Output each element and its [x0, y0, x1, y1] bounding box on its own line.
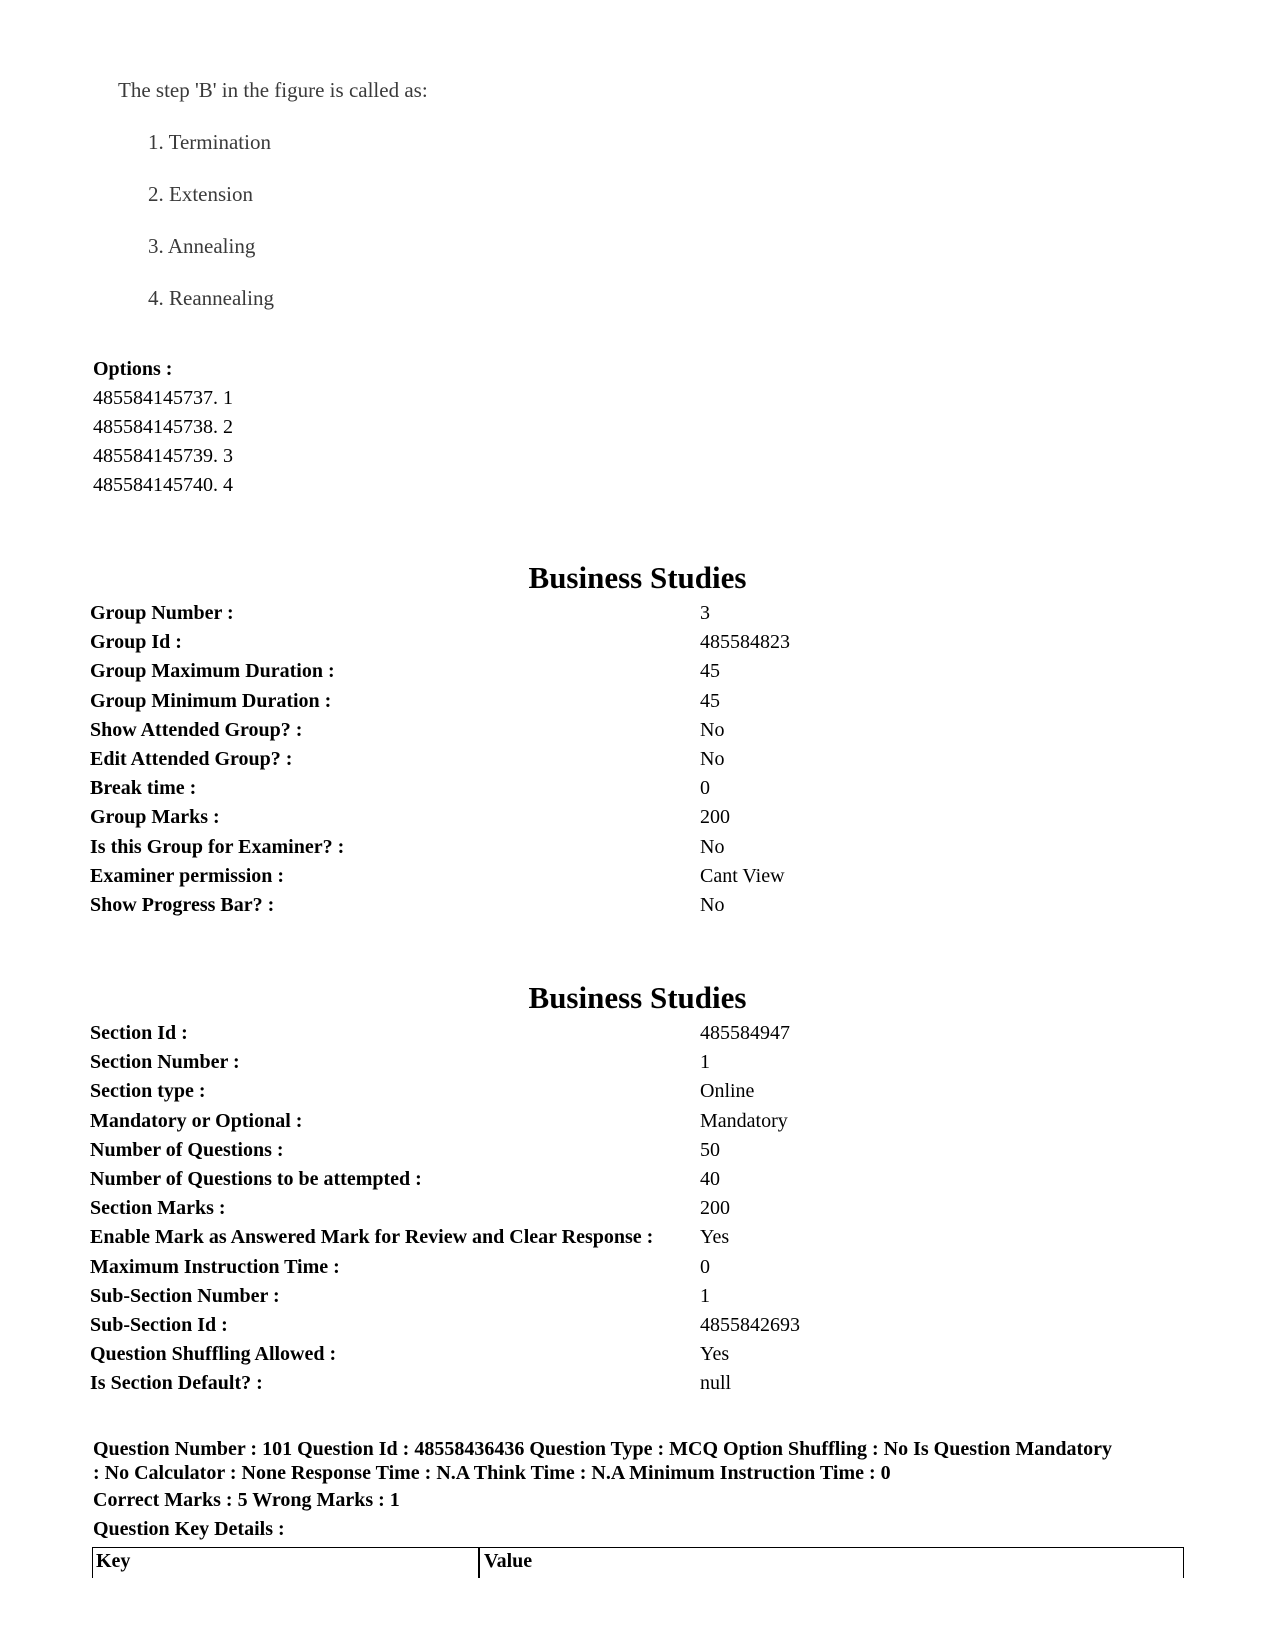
- row-value: 3: [700, 602, 710, 624]
- row-key: Question Shuffling Allowed :: [90, 1343, 337, 1366]
- row-key: Section type :: [90, 1080, 206, 1103]
- table-row: [90, 716, 1190, 745]
- row-value: 200: [700, 1197, 730, 1220]
- table-row: [90, 1223, 1190, 1252]
- table-row: [90, 774, 1190, 803]
- table-row: [90, 833, 1190, 862]
- row-value: Yes: [700, 1226, 730, 1249]
- row-value: 4855842693: [700, 1313, 800, 1336]
- image-choice-4: 4. Reannealing: [148, 286, 274, 310]
- row-value: 485584947: [700, 1022, 790, 1044]
- group-details-table: [90, 599, 1190, 920]
- column-divider: [478, 1548, 480, 1578]
- section-details-table: [90, 1019, 1190, 1398]
- table-row: [90, 1165, 1190, 1194]
- image-choice-1: 1. Termination: [148, 130, 271, 154]
- option-item: 485584145737. 1: [93, 387, 233, 409]
- table-row: [90, 1077, 1190, 1106]
- row-key: Sub-Section Id :: [90, 1313, 228, 1336]
- row-key: Sub-Section Number :: [90, 1284, 280, 1307]
- table-header-key: Key: [96, 1550, 131, 1572]
- row-key: Is Section Default? :: [90, 1372, 263, 1395]
- row-key: Enable Mark as Answered Mark for Review and Clear Response :: [90, 1226, 654, 1249]
- row-value: 0: [700, 1255, 710, 1278]
- row-value: 45: [700, 689, 720, 712]
- row-value: Yes: [700, 1343, 730, 1366]
- row-value: 1: [700, 1284, 710, 1307]
- table-header-value: Value: [484, 1550, 533, 1572]
- section-title: Business Studies: [528, 980, 747, 1015]
- row-key: Break time :: [90, 777, 197, 800]
- question-header: [93, 1437, 1193, 1485]
- table-row: [90, 891, 1190, 920]
- table-row: [90, 1048, 1190, 1077]
- row-value: Mandatory: [700, 1109, 788, 1132]
- row-key: Section Marks :: [90, 1197, 226, 1220]
- key-details-label: Question Key Details :: [93, 1518, 285, 1540]
- table-row: [90, 1194, 1190, 1223]
- table-row: [90, 687, 1190, 716]
- row-key: Number of Questions :: [90, 1138, 284, 1161]
- table-row: [90, 1019, 1190, 1048]
- row-value: No: [700, 747, 725, 770]
- table-row: [90, 745, 1190, 774]
- row-value: 0: [700, 777, 710, 800]
- row-key: Show Progress Bar? :: [90, 893, 275, 916]
- key-details-table: [92, 1547, 1184, 1578]
- table-row: [90, 657, 1190, 686]
- row-value: Cant View: [700, 864, 785, 887]
- row-key: Show Attended Group? :: [90, 718, 303, 741]
- option-item: 485584145739. 3: [93, 445, 233, 467]
- row-key: Group Number :: [90, 602, 234, 624]
- row-key: Maximum Instruction Time :: [90, 1255, 340, 1278]
- row-value: 200: [700, 806, 730, 829]
- row-value: 485584823: [700, 631, 790, 654]
- table-row: [90, 862, 1190, 891]
- row-value: No: [700, 835, 725, 858]
- table-row: [90, 1282, 1190, 1311]
- table-row: [90, 1136, 1190, 1165]
- table-row: [90, 1340, 1190, 1369]
- group-title: Business Studies: [528, 560, 747, 595]
- marks-line: Correct Marks : 5 Wrong Marks : 1: [93, 1489, 400, 1511]
- row-key: Number of Questions to be attempted :: [90, 1167, 422, 1190]
- table-row: [90, 628, 1190, 657]
- row-key: Section Id :: [90, 1022, 188, 1044]
- row-value: Online: [700, 1080, 755, 1103]
- row-value: null: [700, 1372, 732, 1395]
- row-value: No: [700, 718, 725, 741]
- row-value: No: [700, 893, 725, 916]
- row-value: 45: [700, 660, 720, 683]
- question-header-line: : No Calculator : None Response Time : N.A Think Time : N.A Minimum Instruction Time : 0: [93, 1462, 891, 1484]
- table-row: [90, 1107, 1190, 1136]
- options-label: Options :: [93, 358, 173, 380]
- row-key: Group Minimum Duration :: [90, 689, 332, 712]
- row-value: 40: [700, 1167, 720, 1190]
- table-row: [90, 1253, 1190, 1282]
- table-row: [90, 1369, 1190, 1398]
- row-key: Mandatory or Optional :: [90, 1109, 303, 1132]
- row-key: Section Number :: [90, 1051, 240, 1074]
- question-image: [112, 72, 512, 342]
- option-item: 485584145738. 2: [93, 416, 233, 438]
- table-row: [90, 803, 1190, 832]
- image-choice-2: 2. Extension: [148, 182, 253, 206]
- table-row: [90, 599, 1190, 628]
- row-key: Is this Group for Examiner? :: [90, 835, 345, 858]
- table-row: [90, 1311, 1190, 1340]
- row-key: Group Id :: [90, 631, 182, 654]
- row-value: 50: [700, 1138, 720, 1161]
- row-value: 1: [700, 1051, 710, 1074]
- question-stem: The step 'B' in the figure is called as:: [118, 78, 428, 102]
- row-key: Group Maximum Duration :: [90, 660, 335, 683]
- question-header-line: Question Number : 101 Question Id : 48558436436 Question Type : MCQ Option Shuffling : No Is Question Mandatory: [93, 1438, 1112, 1460]
- image-choice-3: 3. Annealing: [148, 234, 256, 258]
- row-key: Edit Attended Group? :: [90, 747, 293, 770]
- row-key: Examiner permission :: [90, 864, 285, 887]
- row-key: Group Marks :: [90, 806, 220, 829]
- option-item: 485584145740. 4: [93, 474, 233, 496]
- options-block: [93, 355, 233, 500]
